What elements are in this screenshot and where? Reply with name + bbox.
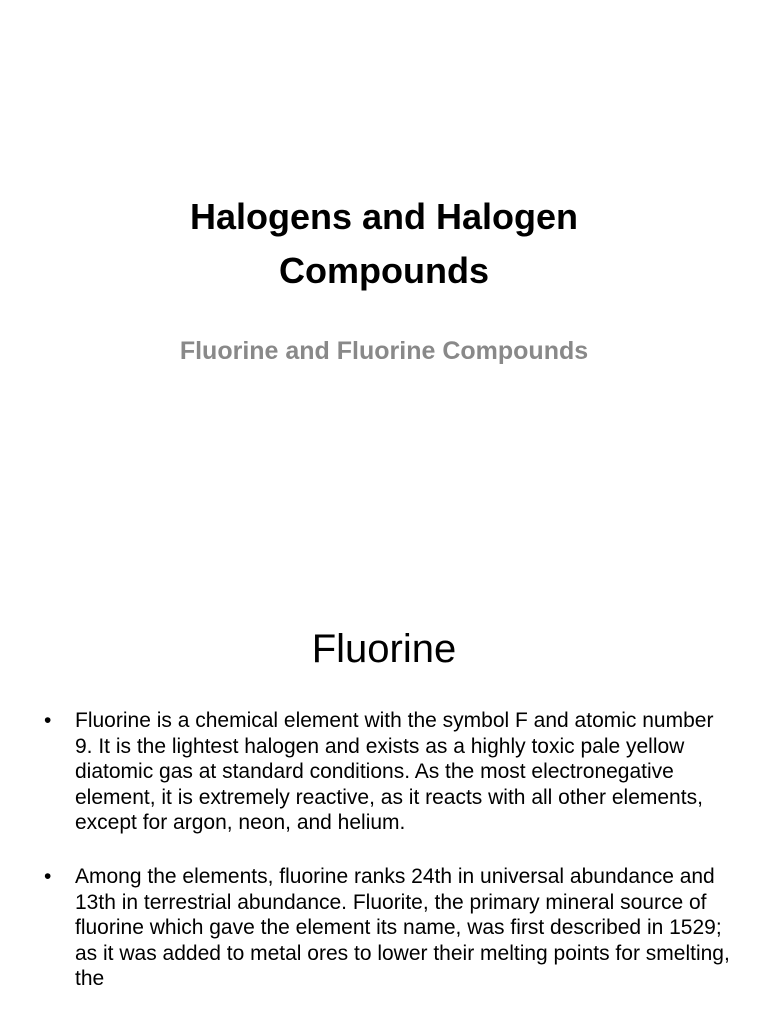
bullet-marker: • [44, 864, 52, 888]
bullet-item-1 [44, 708, 734, 836]
bullet-marker: • [44, 709, 52, 732]
slide-title-line-1: Halogens and Halogen [189, 196, 579, 237]
slide-subtitle: Fluorine and Fluorine Compounds [179, 337, 589, 365]
bullet-list [44, 708, 734, 1020]
content-slide-heading: Fluorine [311, 627, 457, 671]
bullet-text: Fluorine is a chemical element with the symbol F and atomic number 9. It is the lightest halogen and exists as a highly toxic pale yellow diatomic gas at standard conditions. As the most electronegative element, it is extremely reactive, as it reacts with all other elements, except for argon, neon, and helium. [75, 709, 714, 835]
bullet-text: Among the elements, fluorine ranks 24th in universal abundance and 13th in terrestrial abundance. Fluorite, the primary mineral source of fluorine which gave the element its name, was first described in 1529; as it was added to metal ores to lower their melting points for smelting, the [75, 864, 730, 991]
content-slide [0, 576, 768, 1024]
slide-title [60, 190, 708, 298]
slide-title-line-2: Compounds [279, 250, 489, 291]
bullet-item-2 [44, 864, 734, 992]
